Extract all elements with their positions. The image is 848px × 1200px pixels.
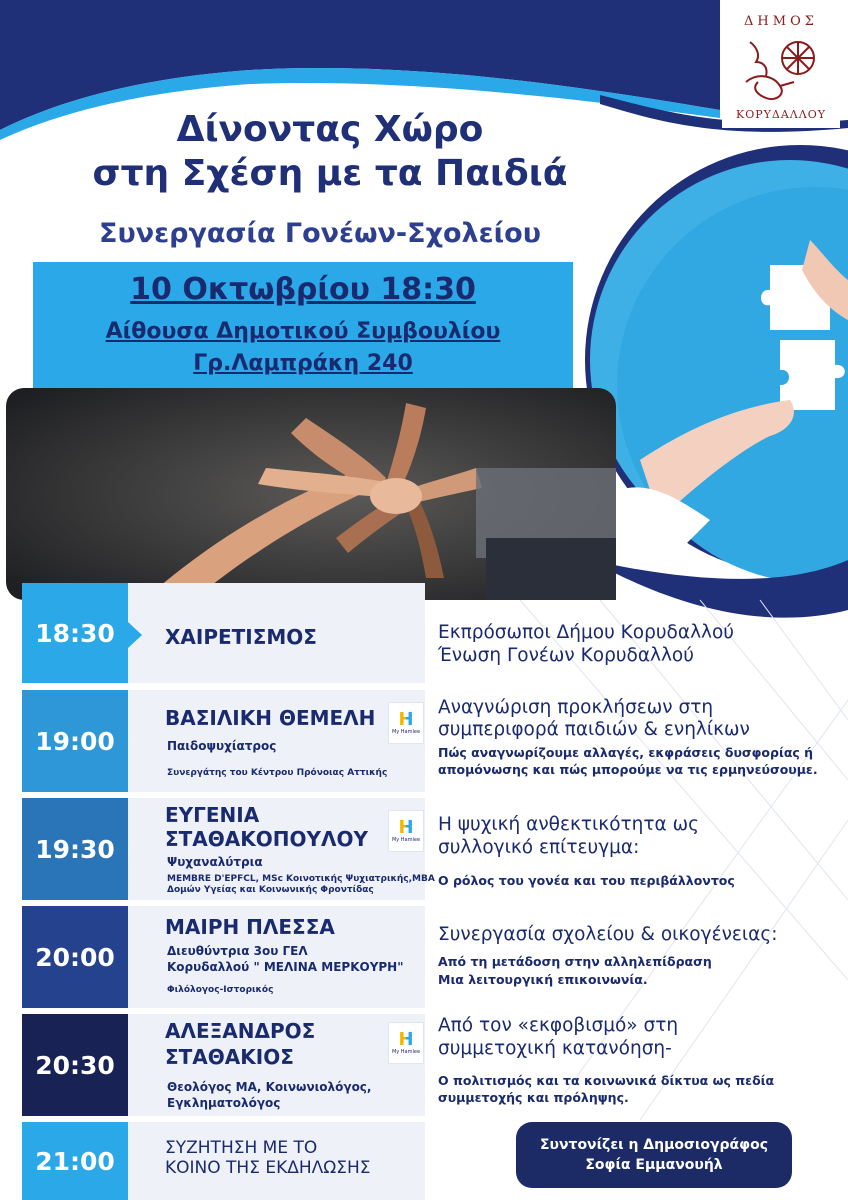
discussion-line-2: ΚΟΙΝΟ ΤΗΣ ΕΚΔΗΛΩΣΗΣ [165,1158,371,1178]
badge-text: My Hamlee [391,1049,421,1055]
session-title-greeting: ΧΑΙΡΕΤΙΣΜΟΣ [165,625,317,649]
title-line-1: Δίνοντας Χώρο [176,109,484,150]
time-cell-2000: 20:00 [22,906,128,1008]
puzzle-photo [620,200,848,560]
arrow-icon [128,622,142,648]
speaker-role-stathakios-2: Εγκληματολόγος [167,1096,281,1110]
my-hamlee-badge [388,810,424,852]
time-cell-1830: 18:30 [22,583,128,683]
desc-1900-line-1: Αναγνώριση προκλήσεων στη [438,697,714,718]
desc-2000-sub-2: Μια λειτουργική επικοινωνία. [438,972,648,987]
coordinator-line-1: Συντονίζει η Δημοσιογράφος [539,1137,769,1153]
desc-1900-line-2: συμπεριφορά παιδιών & ενηλίκων [438,719,750,740]
desc-2030-line-2: συμμετοχική κατανόηση- [438,1038,672,1059]
badge-letter: H [398,1029,414,1050]
speaker-note-themeli: Συνεργάτης του Κέντρου Πρόνοιας Αττικής [167,768,388,778]
coordinator-line-2: Σοφία Εμμανουήλ [585,1157,723,1173]
desc-1830-line-2: Ένωση Γονέων Κορυδαλλού [438,645,694,666]
speaker-role-stathakopoulou: Ψυχαναλύτρια [167,855,263,869]
desc-1900-sub-2: απομόνωσης και πώς μπορούμε να τις ερμηνεύσουμε. [438,762,818,777]
dove-emblem-icon [736,32,826,104]
desc-2000-line-1: Συνεργασία σχολείου & οικογένειας: [438,924,778,945]
my-hamlee-badge [388,702,424,744]
desc-1930-line-2: συλλογικό επίτευγμα: [438,837,640,858]
discussion-line-1: ΣΥΖΗΤΗΣΗ ΜΕ ΤΟ [165,1138,318,1158]
badge-letter: H [398,817,414,838]
hands-photo [6,388,616,600]
desc-1930-sub-1: Ο ρόλος του γονέα και του περιβάλλοντος [438,873,735,888]
coordinator-badge [516,1122,792,1188]
speaker-note-stathakopoulou-1: MEMBRE D'EPFCL, MSc Κοινοτικής Ψυχιατρικής,MBA [167,874,435,884]
desc-2000-sub-1: Από τη μετάδοση στην αλληλεπίδραση [438,954,712,969]
desc-2030-line-1: Από τον «εκφοβισμό» στη [438,1015,679,1036]
badge-letter: H [398,709,414,730]
speaker-name-stathakopoulou-1: ΕΥΓΕΝΙΑ [165,803,260,827]
desc-2030-sub-1: Ο πολιτισμός και τα κοινωνικά δίκτυα ως πεδία [438,1073,775,1088]
speaker-role-stathakios-1: Θεολόγος ΜΑ, Κοινωνιολόγος, [167,1080,372,1094]
event-date-time: 10 Οκτωβρίου 18:30 [130,272,476,307]
speaker-name-plessa: ΜΑΙΡΗ ΠΛΕΣΣΑ [165,915,335,939]
speaker-role-plessa-2: Κορυδαλλού " ΜΕΛΙΝΑ ΜΕΡΚΟΥΡΗ" [167,960,404,974]
speaker-name-stathakios-2: ΣΤΑΘΑΚΙΟΣ [165,1045,294,1069]
badge-text: My Hamlee [391,729,421,735]
speaker-name-themeli: ΒΑΣΙΛΙΚΗ ΘΕΜΕΛΗ [165,706,376,730]
event-venue: Αίθουσα Δημοτικού Συμβουλίου [105,319,501,344]
desc-1900-sub-1: Πώς αναγνωρίζουμε αλλαγές, εκφράσεις δυσφορίας ή [438,745,814,760]
time-cell-2030: 20:30 [22,1014,128,1116]
desc-1930-line-1: Η ψυχική ανθεκτικότητα ως [438,814,699,835]
speaker-name-stathakios-1: ΑΛΕΞΑΝΔΡΟΣ [165,1019,316,1043]
time-cell-2100: 21:00 [22,1122,128,1200]
speaker-note-plessa: Φιλόλογος-Ιστορικός [167,985,274,995]
speaker-name-stathakopoulou-2: ΣΤΑΘΑΚΟΠΟΥΛΟΥ [165,827,368,851]
time-cell-1930: 19:30 [22,798,128,900]
subtitle: Συνεργασία Γονέων-Σχολείου [99,218,541,249]
logo-bottom-text: ΚΟΡΥΔΑΛΛΟΥ [736,108,826,121]
desc-1830-line-1: Εκπρόσωποι Δήμου Κορυδαλλού [438,622,734,643]
time-cell-1900: 19:00 [22,690,128,792]
logo-top-text: ΔΗΜΟΣ [744,14,818,29]
badge-text: My Hamlee [391,837,421,843]
municipality-logo [722,0,840,128]
desc-2030-sub-2: συμμετοχής και πρόληψης. [438,1090,629,1105]
speaker-role-plessa-1: Διευθύντρια 3ου ΓΕΛ [167,944,308,958]
event-address: Γρ.Λαμπράκη 240 [193,351,413,376]
my-hamlee-badge [388,1022,424,1064]
title-line-2: στη Σχέση με τα Παιδιά [92,153,568,194]
speaker-role-themeli: Παιδοψυχίατρος [167,739,277,753]
speaker-note-stathakopoulou-2: Δομών Υγείας και Κοινωνικής Φροντίδας [167,885,374,895]
